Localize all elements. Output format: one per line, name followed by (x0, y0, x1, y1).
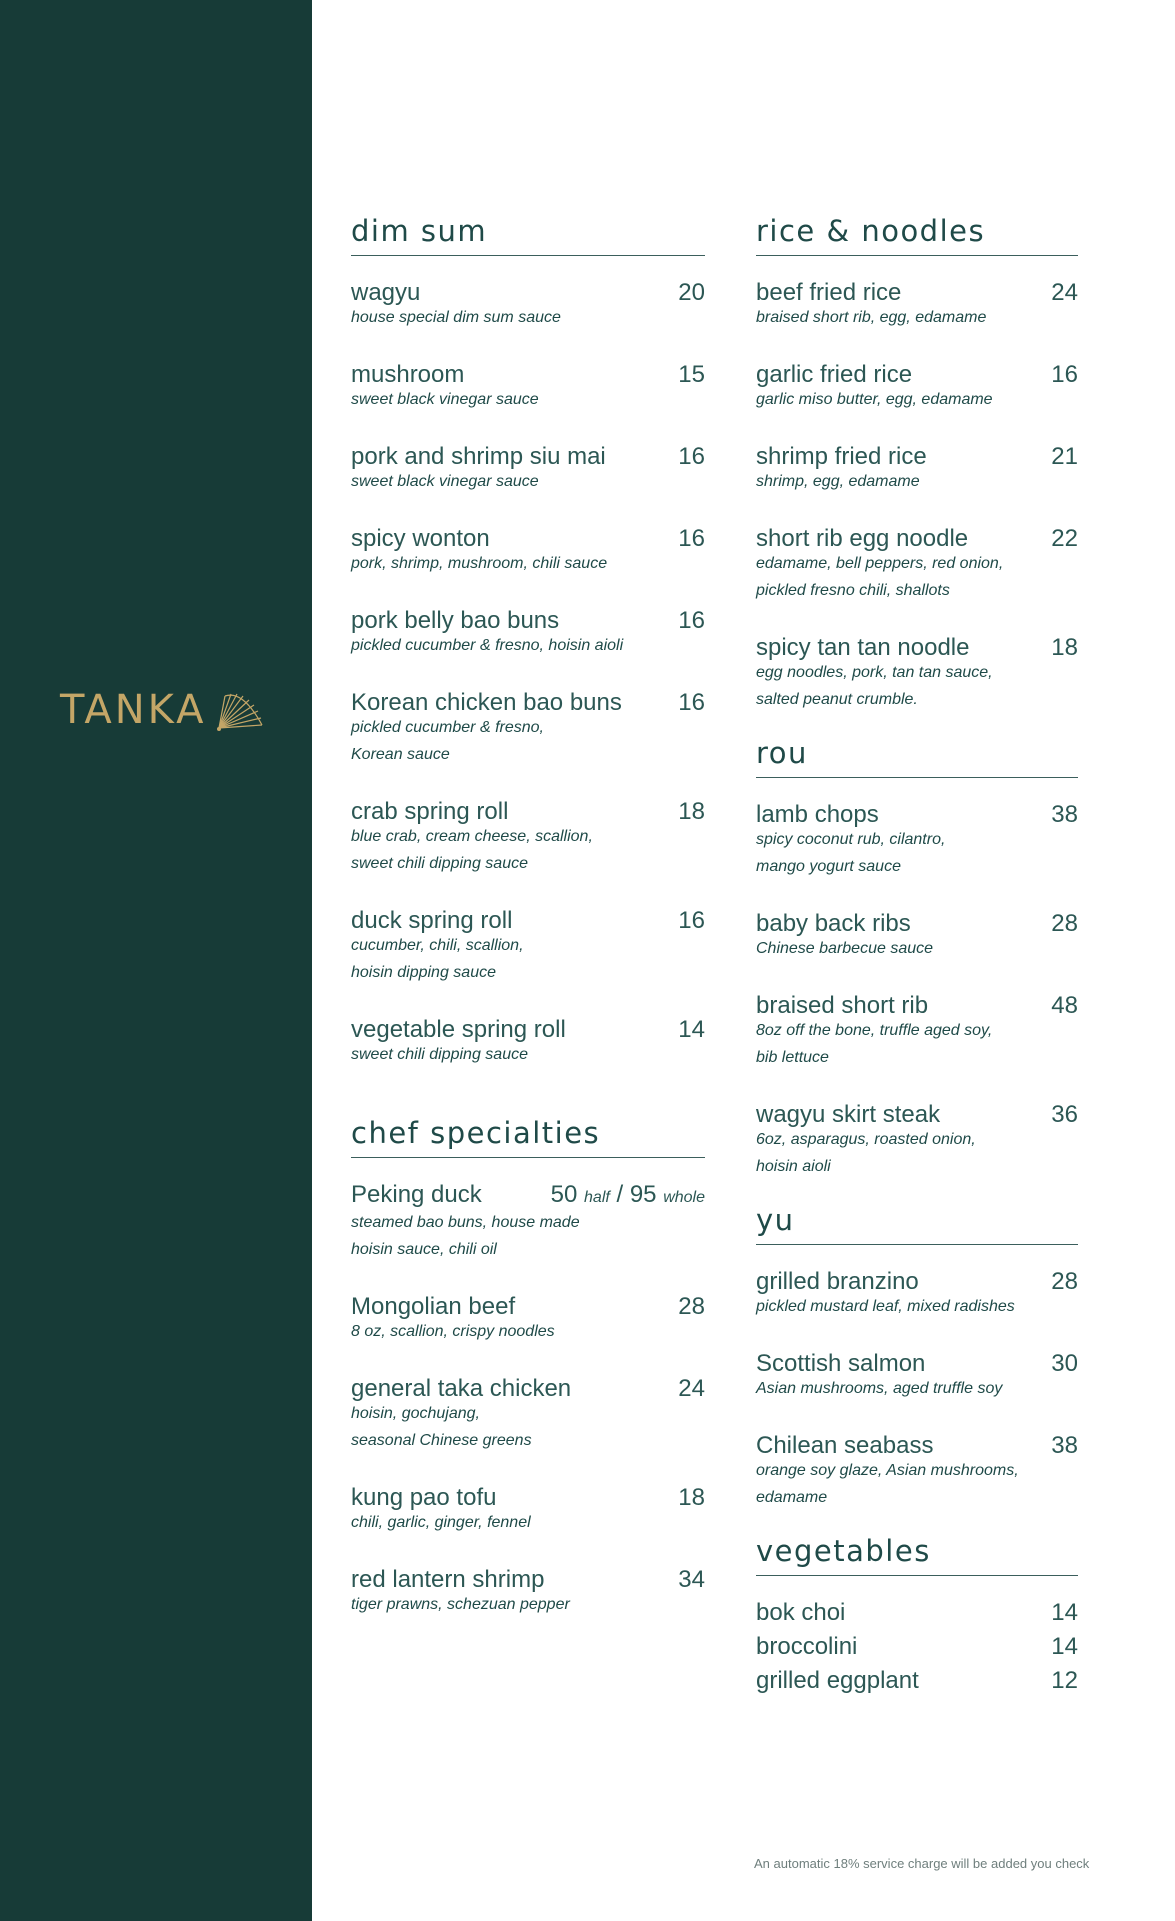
sidebar-panel (0, 0, 312, 1921)
item-price: 36 (1051, 1101, 1078, 1128)
item-description: hoisin aioli (756, 1158, 831, 1175)
item-description: braised short rib, egg, edamame (756, 309, 987, 326)
section-divider (756, 1575, 1078, 1576)
service-charge-note: An automatic 18% service charge will be added you check (754, 1856, 1090, 1871)
section-title: rice & noodles (756, 214, 986, 248)
menu-section-rou (756, 734, 1078, 1181)
menu-item (351, 1179, 705, 1264)
menu-item-row (756, 1597, 1078, 1628)
item-description: sweet chili dipping sauce (351, 855, 528, 872)
item-name: braised short rib (756, 992, 929, 1019)
menu-section-dim-sum (351, 212, 705, 1069)
item-name: wagyu skirt steak (756, 1101, 941, 1128)
item-name: bok choi (756, 1599, 846, 1626)
item-name: garlic fried rice (756, 361, 913, 388)
item-description: pickled cucumber & fresno, hoisin aioli (351, 637, 624, 654)
item-description: steamed bao buns, house made (351, 1214, 580, 1231)
item-price: 38 (1051, 801, 1078, 828)
item-description: seasonal Chinese greens (351, 1432, 532, 1449)
item-name: beef fried rice (756, 279, 902, 306)
menu-item (756, 441, 1078, 496)
item-price: 16 (678, 689, 705, 716)
section-divider (756, 1244, 1078, 1245)
item-description: Korean sauce (351, 746, 450, 763)
item-name: Korean chicken bao buns (351, 689, 622, 716)
menu-section-yu (756, 1201, 1078, 1512)
item-description: salted peanut crumble. (756, 691, 918, 708)
menu-item (756, 990, 1078, 1072)
item-description: 6oz, asparagus, roasted onion, (756, 1131, 976, 1148)
menu-item (756, 1665, 1078, 1696)
section-divider (756, 255, 1078, 256)
item-description: orange soy glaze, Asian mushrooms, (756, 1462, 1019, 1479)
section-title: chef specialties (351, 1116, 601, 1150)
menu-item (351, 1291, 705, 1346)
item-description: bib lettuce (756, 1049, 829, 1066)
item-price: 30 (1051, 1350, 1078, 1377)
item-name: duck spring roll (351, 907, 513, 934)
item-name: spicy wonton (351, 525, 490, 552)
item-description: sweet black vinegar sauce (351, 391, 539, 408)
item-description: blue crab, cream cheese, scallion, (351, 828, 593, 845)
item-description: pickled cucumber & fresno, (351, 719, 544, 736)
item-description: pickled mustard leaf, mixed radishes (756, 1298, 1015, 1315)
item-description: mango yogurt sauce (756, 858, 901, 875)
menu-item (351, 1482, 705, 1537)
menu-item (351, 523, 705, 578)
menu-section-chef-specialties (351, 1114, 705, 1619)
menu-item (351, 359, 705, 414)
item-description: hoisin sauce, chili oil (351, 1241, 497, 1258)
item-name: vegetable spring roll (351, 1016, 566, 1043)
item-name: shrimp fried rice (756, 443, 927, 470)
item-price: 16 (678, 907, 705, 934)
brand-logo (60, 688, 290, 732)
item-price: 14 (1051, 1633, 1078, 1660)
menu-section-vegetables (756, 1532, 1078, 1696)
menu-item (351, 1564, 705, 1619)
price-portion-label: whole (663, 1189, 705, 1206)
item-price: 28 (1051, 910, 1078, 937)
menu-item (756, 1597, 1078, 1628)
section-title: rou (756, 736, 808, 770)
section-title: vegetables (756, 1534, 931, 1568)
item-name: red lantern shrimp (351, 1566, 545, 1593)
menu-item (351, 687, 705, 769)
item-description: Chinese barbecue sauce (756, 940, 934, 957)
item-name: lamb chops (756, 801, 879, 828)
item-description: Asian mushrooms, aged truffle soy (756, 1380, 1003, 1397)
item-price (551, 1179, 705, 1213)
item-name: kung pao tofu (351, 1484, 497, 1511)
menu-item (351, 277, 705, 332)
item-price: 48 (1051, 992, 1078, 1019)
menu-item (756, 1099, 1078, 1181)
item-price: 16 (1051, 361, 1078, 388)
menu-item (351, 441, 705, 496)
item-name: general taka chicken (351, 1375, 572, 1402)
price-amount: / 95 (616, 1181, 657, 1208)
brand-name: TANKA (60, 687, 207, 733)
item-price: 28 (1051, 1268, 1078, 1295)
menu-item (756, 908, 1078, 963)
item-price: 20 (678, 279, 705, 306)
item-name: broccolini (756, 1633, 858, 1660)
menu-item (756, 799, 1078, 881)
item-description: cucumber, chili, scallion, (351, 937, 524, 954)
item-name: Chilean seabass (756, 1432, 934, 1459)
item-description: edamame (756, 1489, 828, 1506)
item-price: 12 (1051, 1667, 1078, 1694)
item-description: hoisin dipping sauce (351, 964, 496, 981)
menu-item (756, 523, 1078, 605)
item-price: 24 (1051, 279, 1078, 306)
item-price: 38 (1051, 1432, 1078, 1459)
item-description: house special dim sum sauce (351, 309, 561, 326)
item-description: egg noodles, pork, tan tan sauce, (756, 664, 993, 681)
item-price: 18 (1051, 634, 1078, 661)
menu-item (756, 277, 1078, 332)
menu-item (351, 905, 705, 987)
item-description: tiger prawns, schezuan pepper (351, 1596, 570, 1613)
item-price: 18 (678, 1484, 705, 1511)
menu-item-row (756, 1631, 1078, 1662)
item-description: 8oz off the bone, truffle aged soy, (756, 1022, 993, 1039)
section-title: yu (756, 1203, 795, 1237)
item-price: 14 (1051, 1599, 1078, 1626)
section-divider (756, 777, 1078, 778)
item-description: edamame, bell peppers, red onion, (756, 555, 1004, 572)
item-price: 14 (678, 1016, 705, 1043)
item-name: Scottish salmon (756, 1350, 926, 1377)
menu-item (351, 796, 705, 878)
item-description: sweet chili dipping sauce (351, 1046, 528, 1063)
item-description: pork, shrimp, mushroom, chili sauce (351, 555, 608, 572)
item-description: chili, garlic, ginger, fennel (351, 1514, 531, 1531)
menu-item (756, 632, 1078, 714)
item-description: hoisin, gochujang, (351, 1405, 480, 1422)
item-name: spicy tan tan noodle (756, 634, 970, 661)
section-title: dim sum (351, 214, 488, 248)
menu-item (756, 1348, 1078, 1403)
item-name: pork belly bao buns (351, 607, 560, 634)
menu-column-left (351, 212, 705, 1619)
item-name: grilled eggplant (756, 1667, 919, 1694)
item-name: short rib egg noodle (756, 525, 969, 552)
item-name: wagyu (351, 279, 421, 306)
menu-item (351, 1014, 705, 1069)
section-divider (351, 1157, 705, 1158)
item-price: 22 (1051, 525, 1078, 552)
item-price: 16 (678, 607, 705, 634)
item-price: 21 (1051, 443, 1078, 470)
menu-item (756, 359, 1078, 414)
item-price: 16 (678, 443, 705, 470)
item-price: 16 (678, 525, 705, 552)
item-name: grilled branzino (756, 1268, 919, 1295)
price-portion-label: half (584, 1189, 610, 1206)
item-price: 28 (678, 1293, 705, 1320)
item-price: 24 (678, 1375, 705, 1402)
item-description: 8 oz, scallion, crispy noodles (351, 1323, 555, 1340)
item-description: shrimp, egg, edamame (756, 473, 920, 490)
menu-item (756, 1631, 1078, 1662)
item-name: baby back ribs (756, 910, 911, 937)
item-name: mushroom (351, 361, 465, 388)
menu-item (351, 605, 705, 660)
item-description: sweet black vinegar sauce (351, 473, 539, 490)
menu-section-rice-noodles (756, 212, 1078, 714)
menu-column-right (756, 212, 1078, 1696)
item-name: Mongolian beef (351, 1293, 516, 1320)
item-description: garlic miso butter, egg, edamame (756, 391, 993, 408)
item-name: Peking duck (351, 1181, 482, 1208)
section-divider (351, 255, 705, 256)
item-price: 18 (678, 798, 705, 825)
item-name: pork and shrimp siu mai (351, 443, 606, 470)
menu-item (756, 1430, 1078, 1512)
item-description: spicy coconut rub, cilantro, (756, 831, 946, 848)
fan-icon (211, 688, 263, 732)
item-name: crab spring roll (351, 798, 509, 825)
menu-item (756, 1266, 1078, 1321)
item-price: 34 (678, 1566, 705, 1593)
item-price: 15 (678, 361, 705, 388)
price-amount: 50 (550, 1181, 578, 1208)
menu-item-row (756, 1665, 1078, 1696)
menu-item (351, 1373, 705, 1455)
menu-item-row (351, 1179, 705, 1213)
item-description: pickled fresno chili, shallots (756, 582, 950, 599)
